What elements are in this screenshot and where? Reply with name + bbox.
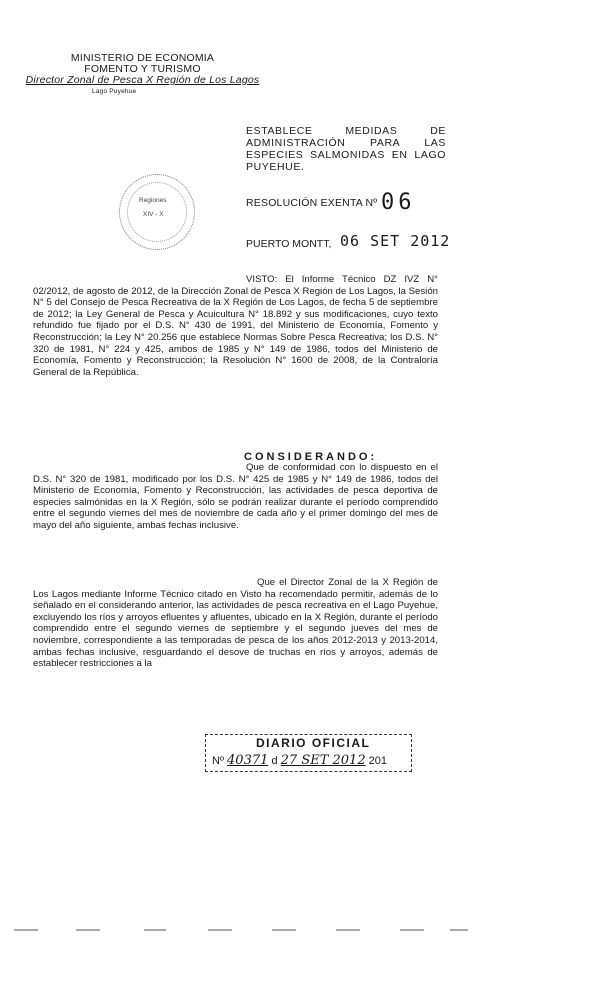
resolution-subject: ESTABLECE MEDIDAS DE ADMINISTRACIÓN PARA LAS ESPECIES SALMONIDAS EN LAGO PUYEHUE. [246,125,446,173]
seal-text-regiones: Regiones [139,197,167,204]
considerando-heading: CONSIDERANDO: [244,451,378,463]
official-seal-stamp [119,174,195,250]
date-stamp: 06 SET 2012 [340,232,451,250]
header-line-fomento: FOMENTO Y TURISMO [84,63,201,75]
header-line-ministry: MINISTERIO DE ECONOMIA [70,52,215,64]
page-edge-dash-marks [10,922,470,934]
diario-date-handwritten: 27 SET 2012 [280,753,366,768]
diario-number-handwritten: 40371 [227,753,269,768]
diario-oficial-entry [212,753,387,768]
considerando-paragraph-1: Que de conformidad con lo dispuesto en el D.S. N° 320 de 1981, modificado por los D.S. N° 425 de 1985 y N° 149 de 1986, todos del Ministerio de Economía, Fomento y Reconstrucción, las actividades de pesca deportiva de especies salmónidas en la X Región, sólo se podrán realizar durante el período comprendido entre el segundo viernes del mes de noviembre de cada año y el primer domingo del mes de mayo del año siguiente, ambas fechas inclusive. [33,462,438,531]
ministry-header [20,53,265,97]
place-label: PUERTO MONTT, [246,238,332,250]
considerando-paragraph-2: Que el Director Zonal de la X Región de Los Lagos mediante Informe Técnico citado en Visto ha recomendado permitir, además de lo señalado en el considerando anterior, las actividades de pesca recreativa en el Lago Puyehue, excluyendo los ríos y arroyos efluentes y afluentes, ubicado en la X Región, durante el período comprendido entre el segundo viernes de septiembre y el segundo jueves del mes de noviembre, correspondiente a las temporadas de pesca de los años 2012-2013 y 2013-2014, ambas fechas inclusive, resguardando el desove de truchas en ríos y arroyos, además de establecer restricciones a la [33,577,438,670]
diario-date-suffix: 201 [368,755,388,767]
header-line-lago: Lago Puyehue [92,88,137,95]
resolution-number: 06 [381,190,416,215]
header-line-director: Director Zonal de Pesca X Región de Los Lagos [25,74,260,86]
diario-date-prefix: d [271,755,278,767]
resolution-label: RESOLUCIÓN EXENTA Nº [246,197,378,209]
diario-oficial-title: DIARIO OFICIAL [256,736,371,750]
seal-text-region-code: XIV - X [143,211,164,218]
diario-number-label: Nº [212,755,224,767]
visto-paragraph: VISTO: El Informe Técnico DZ IVZ N° 02/2012, de agosto de 2012, de la Dirección Zonal de Pesca X Región de Los Lagos, la Sesión N° 5 del Consejo de Pesca Recreativa de la X Región de Los Lagos, de fecha 5 de septiembre de 2012; la Ley General de Pesca y Acuicultura N° 18.892 y sus modificaciones, cuyo texto refundido fue fijado por el D.S. N° 430 de 1991, del Ministerio de Economía, Fomento y Reconstrucción; la Ley N° 20.256 que establece Normas Sobre Pesca Recreativa; los D.S. N° 320 de 1981, N° 224 y 425, ambos de 1985 y N° 149 de 1986, todos del Ministerio de Economía, Fomento y Reconstrucción; la Resolución N° 1600 de 2008, de la Contraloría General de la República. [33,274,438,378]
